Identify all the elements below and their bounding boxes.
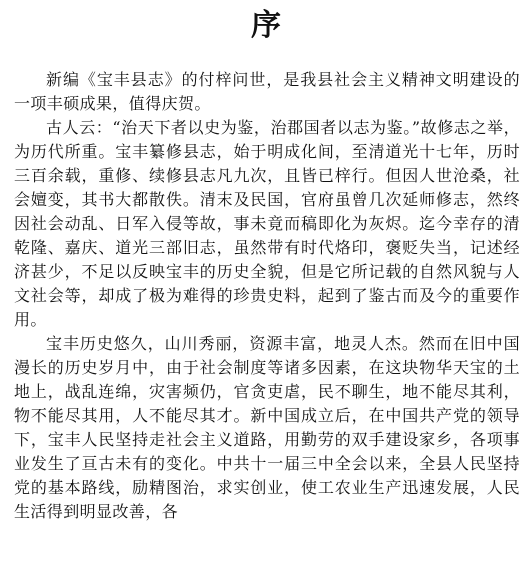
paragraph: 宝丰历史悠久，山川秀丽，资源丰富，地灵人杰。然而在旧中国漫长的历史岁月中，由于社会制度等诸多因素，在这块物华天宝的土地上，战乱连绵，灾害频仍，官贪吏虐，民不聊生，地不能尽其利，物不能尽其用，人不能尽其才。新中国成立后，在中国共产党的领导下，宝丰人民坚持走社会主义道路，用勤劳的双手建设家乡，各项事业发生了亘古未有的变化。中共十一届三中全会以来，全县人民坚持党的基本路线，励精图治，求实创业，使工农业生产迅速发展，人民生活得到明显改善，各 bbox=[14, 334, 520, 521]
paragraph: 古人云：“治天下者以史为鉴，治郡国者以志为鉴。”故修志之举，为历代所重。宝丰纂修县志，始于明成化间，至清道光十七年，历时三百余载，重修、续修县志凡九次，且皆已梓行。但因人世沧桑，社会嬗变，其书大都散佚。清末及民国，官府虽曾几次延师修志，然终因社会动乱、日军入侵等故，事未竟而稿即化为灰烬。迄今幸存的清乾隆、嘉庆、道光三部旧志，虽然带有时代烙印，褒贬失当，记述经济甚少，不足以反映宝丰的历史全貌，但是它所记载的自然风貌与人文社会等，却成了极为难得的珍贵史料，起到了鉴古而及今的重要作用。 bbox=[14, 118, 520, 329]
page-title: 序 bbox=[251, 8, 283, 43]
paragraph: 新编《宝丰县志》的付梓问世，是我县社会主义精神文明建设的一项丰硕成果，值得庆贺。 bbox=[14, 70, 520, 113]
